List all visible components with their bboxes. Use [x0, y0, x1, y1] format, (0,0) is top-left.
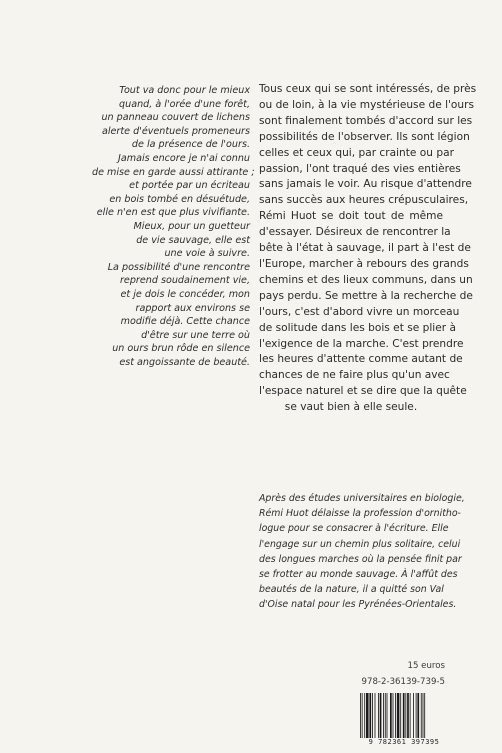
bio-line: beautés de la nature, il a quitté son Val: [259, 584, 444, 596]
blurb-line: l'ours, c'est d'abord vivre un morceau: [259, 305, 460, 318]
quote-line: Jamais encore je n'ai connu: [118, 152, 250, 164]
price-label: 15 euros: [407, 661, 445, 671]
blurb-line: ou de loin, à la vie mystérieuse de l'ours: [259, 98, 474, 111]
blurb-line: celles et ceux qui, par crainte ou par: [259, 146, 454, 159]
blurb-line: de solitude dans les bois et se plier à: [259, 321, 456, 334]
quote-line: de vie sauvage, elle est: [136, 234, 250, 246]
quote-line: un ours brun rôde en silence: [112, 343, 250, 355]
blurb-line: se vaut bien à elle seule.: [284, 401, 418, 414]
blurb-line: bête à l'état à sauvage, il part à l'est de: [259, 242, 471, 255]
quote-line: elle n'en est que plus vivifiante.: [96, 207, 250, 219]
quote-line: de la présence de l'ours.: [131, 139, 250, 151]
bio-line: l'engage sur un chemin plus solitaire, celui: [259, 538, 461, 550]
bio-line: Après des études universitaires en biologie,: [259, 493, 465, 504]
blurb-line: Rémi Huot se doit tout de même: [259, 210, 443, 223]
excerpt-quote: [92, 84, 255, 369]
bio-line: d'Oise natal pour les Pyrénées-Orientales.: [259, 599, 457, 611]
blurb-line: les heures d'attente comme autant de: [259, 353, 463, 366]
blurb-line: d'essayer. Désireux de rencontrer la: [259, 226, 451, 239]
blurb-line: passion, l'ont traqué des vies entières: [259, 162, 461, 175]
quote-line: en bois tombé en désuétude,: [109, 193, 250, 205]
blurb-paragraph: [259, 82, 477, 416]
quote-line: Tout va donc pour le mieux: [119, 85, 250, 96]
barcode-digits: 9 782361 397395: [352, 738, 456, 746]
quote-line: quand, à l'orée d'une forêt,: [119, 98, 250, 110]
quote-line: d'être sur une terre où: [141, 329, 250, 341]
blurb-line: chances de ne faire plus qu'un avec: [259, 369, 450, 382]
author-bio: [259, 491, 465, 613]
quote-line: La possibilité d'une rencontre: [107, 261, 250, 273]
quote-line: de mise en garde aussi attirante ;: [92, 166, 255, 178]
bio-line: Rémi Huot délaisse la profession d'ornitho-: [259, 508, 461, 520]
quote-line: et je dois le concéder, mon: [120, 288, 250, 300]
bio-line: des longues marches où la pensée finit par: [259, 553, 462, 565]
blurb-line: possibilités de l'observer. Ils sont légion: [259, 130, 470, 143]
quote-line: Mieux, pour un guetteur: [133, 220, 250, 232]
blurb-line: sans jamais le voir. Au risque d'attendre: [259, 178, 472, 191]
quote-line: rapport aux environs se: [135, 302, 250, 314]
quote-line: est angoissante de beauté.: [119, 356, 250, 368]
blurb-line: chemins et des lieux communs, dans un: [259, 273, 473, 286]
isbn-label: 978-2-36139-739-5: [361, 677, 445, 687]
blurb-line: Tous ceux qui se sont intéressés, de près: [259, 83, 477, 95]
quote-line: et portée par un écriteau: [129, 180, 250, 192]
blurb-line: pays perdu. Se mettre à la recherche de: [259, 289, 473, 302]
blurb-line: sont finalement tombés d'accord sur les: [259, 114, 473, 127]
quote-line: un panneau couvert de lichens: [101, 112, 250, 124]
bio-line: se frotter au monde sauvage. À l'affût des: [259, 569, 458, 581]
blurb-line: l'espace naturel et se dire que la quête: [259, 385, 467, 398]
quote-line: reprend soudainement vie,: [119, 275, 250, 287]
blurb-line: sans succès aux heures crépusculaires,: [259, 194, 469, 207]
blurb-line: l'Europe, marcher à rebours des grands: [259, 257, 469, 270]
quote-line: alerte d'éventuels promeneurs: [101, 125, 250, 137]
quote-line: une voie à suivre.: [164, 248, 250, 260]
blurb-line: l'exigence de la marche. C'est prendre: [259, 337, 464, 350]
quote-line: modifie déjà. Cette chance: [120, 316, 250, 328]
bio-line: logue pour se consacrer à l'écriture. Elle: [259, 523, 449, 535]
